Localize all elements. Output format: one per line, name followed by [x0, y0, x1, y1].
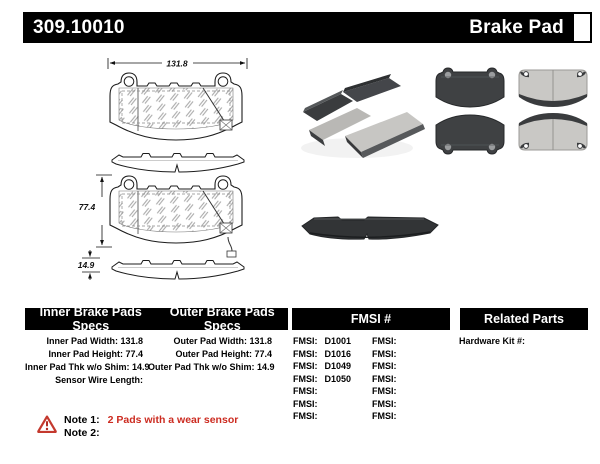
- table-row: Inner Pad Height: 77.4: [48, 349, 143, 359]
- product-photo-pads-perspective: [295, 66, 427, 164]
- header-end-cell: [572, 12, 592, 43]
- table-row: FMSI:: [372, 398, 397, 409]
- product-type-title: Brake Pad: [469, 16, 564, 38]
- table-row: FMSI: D1050: [293, 373, 352, 384]
- outer-specs-column: [148, 335, 275, 374]
- table-row: FMSI:: [372, 361, 397, 371]
- table-header-related: [460, 308, 588, 330]
- header-bar: [23, 12, 572, 43]
- table-row: FMSI: D1049: [293, 361, 352, 371]
- table-row: FMSI:: [372, 411, 397, 421]
- product-photo-pads-flat: [432, 62, 592, 158]
- part-number: 309.10010: [33, 16, 125, 38]
- table-row: FMSI: D1016: [293, 348, 352, 359]
- note-2-label: Note 2:: [64, 427, 100, 439]
- table-row: Outer Pad Height: 77.4: [175, 349, 272, 359]
- note-2: [64, 427, 108, 439]
- table-header-specs: [25, 305, 288, 333]
- table-row: FMSI: D1001: [293, 336, 352, 346]
- related-parts-column: [459, 335, 589, 348]
- dimension-height-label: 77.4: [78, 202, 96, 212]
- dimension-thickness-label: 14.9: [77, 260, 95, 270]
- table-row: Outer Pad Width: 131.8: [173, 336, 272, 346]
- table-row: FMSI:: [372, 336, 397, 346]
- table-row: Outer Pad Thk w/o Shim: 14.9: [148, 362, 275, 372]
- table-header-fmsi: [292, 308, 450, 330]
- table-row: FMSI:: [293, 411, 318, 421]
- brake-pad-technical-drawing: [70, 55, 295, 300]
- table-row: FMSI:: [372, 373, 397, 384]
- note-1-label: Note 1:: [64, 414, 100, 426]
- dimension-width-label: 131.8: [166, 58, 188, 69]
- table-row: Hardware Kit #:: [459, 336, 526, 346]
- wear-sensor-wire: [228, 237, 232, 251]
- table-header-related-label: Related Parts: [484, 312, 564, 326]
- table-header-fmsi-label: FMSI #: [350, 312, 392, 326]
- table-row: FMSI:: [293, 398, 318, 409]
- note-1-text: 2 Pads with a wear sensor: [107, 414, 239, 426]
- table-row: FMSI:: [293, 386, 318, 396]
- table-row: FMSI:: [372, 348, 397, 359]
- fmsi-column-1: [293, 335, 371, 423]
- inner-specs-column: [25, 335, 150, 387]
- table-header-outer-specs: Outer Brake Pads Specs: [169, 305, 275, 333]
- table-row: Sensor Wire Length:: [55, 375, 143, 385]
- table-row: Inner Pad Width: 131.8: [46, 336, 143, 346]
- note-1: [64, 414, 238, 426]
- fmsi-column-2: [372, 335, 442, 423]
- warning-triangle-icon: [37, 415, 57, 433]
- table-row: Inner Pad Thk w/o Shim: 14.9: [25, 362, 150, 372]
- product-photo-pad-edge: [298, 208, 442, 250]
- table-header-inner-specs: Inner Brake Pads Specs: [39, 305, 142, 333]
- table-row: FMSI:: [372, 386, 397, 396]
